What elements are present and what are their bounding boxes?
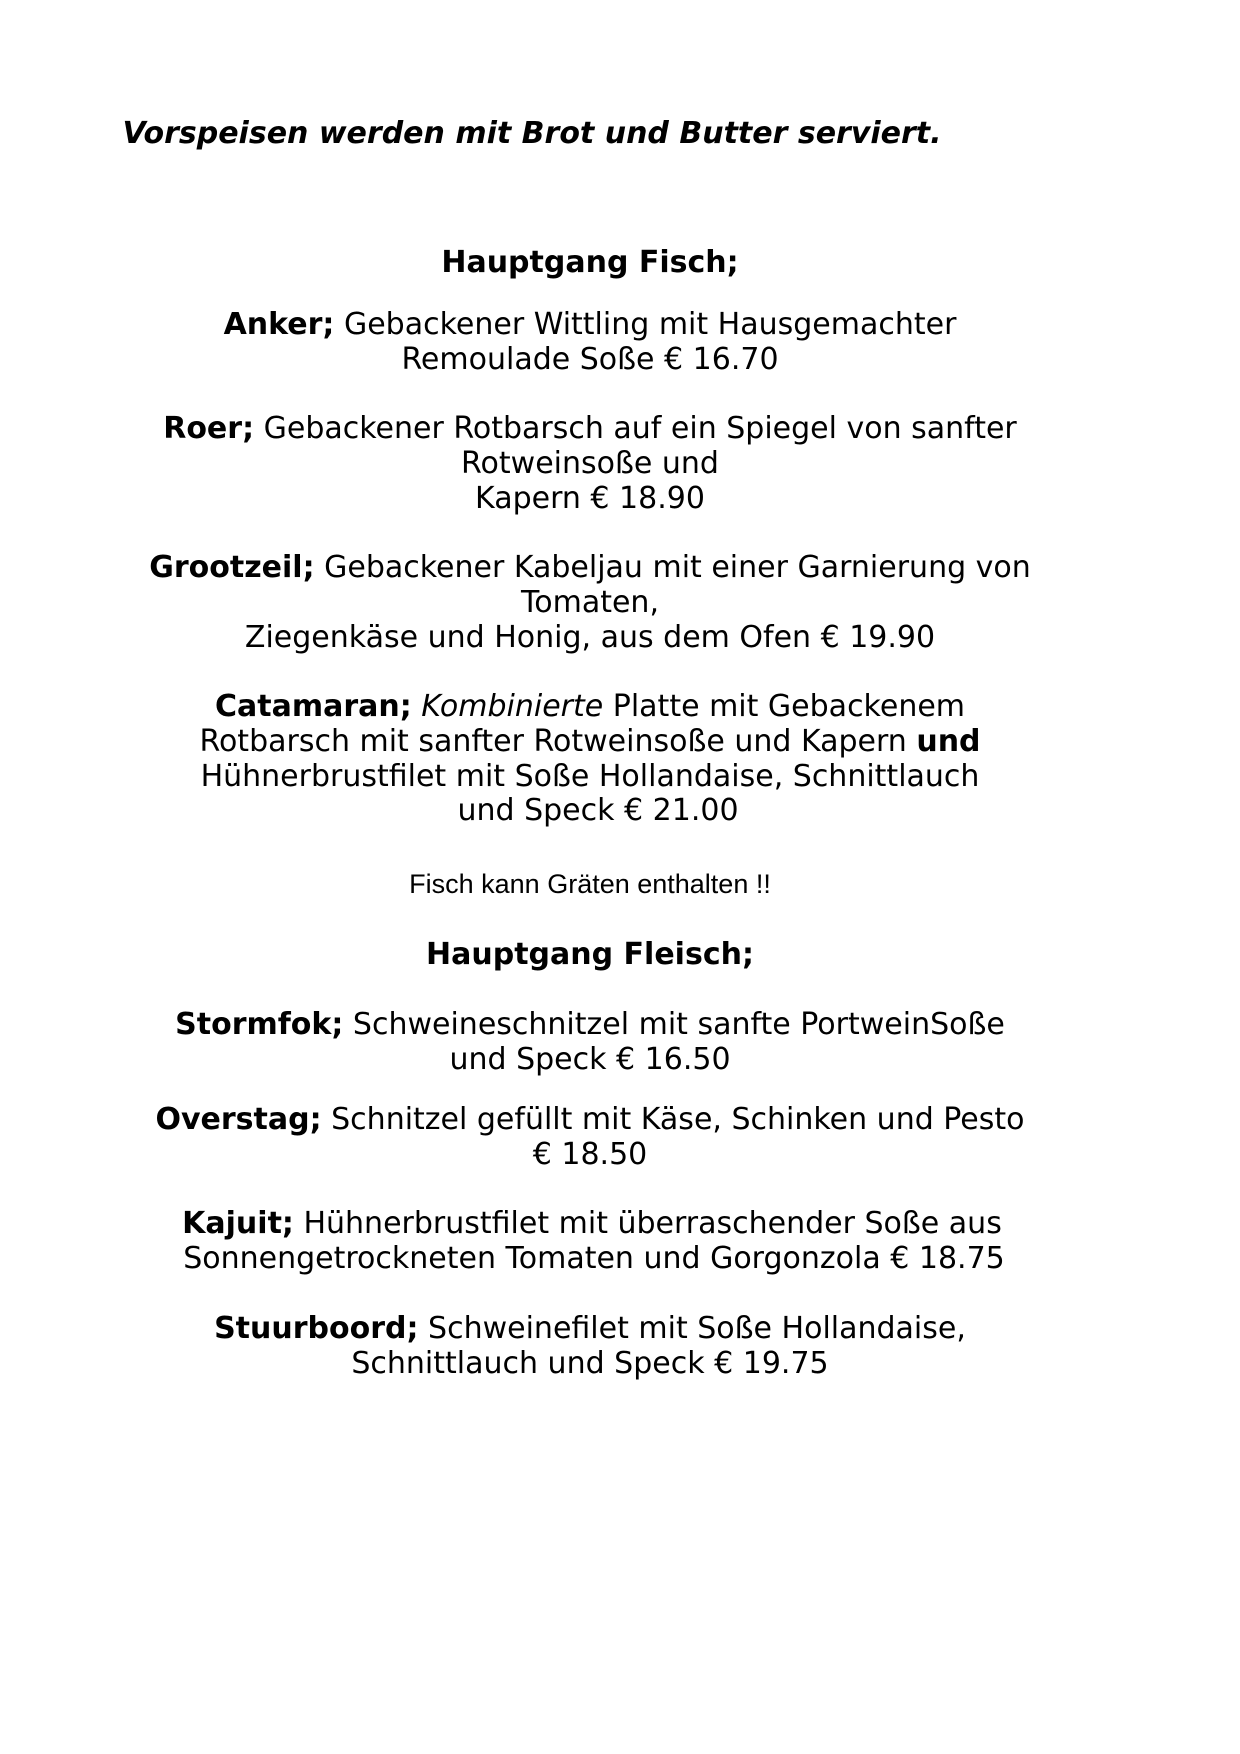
- menu-item-line: [0, 1005, 1180, 1044]
- dish-name: Stormfok;: [175, 1007, 344, 1042]
- dish-price-line: Kapern € 18.90: [475, 481, 705, 516]
- dish-description: Rotbarsch mit sanfter Rotweinsoße und Kapern: [199, 724, 907, 759]
- dish-description: Platte mit Gebackenem: [612, 689, 966, 724]
- dish-description-italic: Kombinierte: [421, 689, 604, 724]
- dish-price-line: Sonnengetrockneten Tomaten und Gorgonzola € 18.75: [183, 1241, 1005, 1276]
- dish-price-line: Schnittlauch und Speck € 19.75: [351, 1346, 829, 1381]
- menu-item-line: [2, 1204, 1182, 1243]
- dish-description-line: Tomaten,: [521, 585, 659, 620]
- dish-description-line: [0, 722, 1180, 761]
- fish-section-heading: Hauptgang Fisch;: [441, 245, 739, 280]
- dish-name: Stuurboord;: [214, 1311, 419, 1346]
- menu-item-line: [0, 687, 1180, 726]
- dish-price-line: Remoulade Soße € 16.70: [401, 342, 779, 377]
- dish-name: Grootzeil;: [149, 550, 315, 585]
- fish-bones-note: Fisch kann Gräten enthalten !!: [409, 869, 771, 899]
- menu-item-line: [0, 1309, 1180, 1348]
- dish-description: Hühnerbrustfilet mit überraschender Soße aus: [303, 1206, 1002, 1241]
- dish-description: Gebackener Wittling mit Hausgemachter: [343, 307, 957, 342]
- dish-description-bold: und: [916, 724, 981, 759]
- dish-description: Gebackener Kabeljau mit einer Garnierung von: [324, 550, 1031, 585]
- dish-price-line: Ziegenkäse und Honig, aus dem Ofen € 19.90: [244, 620, 936, 655]
- dish-name: Anker;: [223, 307, 335, 342]
- dish-price-line: und Speck € 16.50: [449, 1042, 731, 1077]
- dish-name: Kajuit;: [182, 1206, 294, 1241]
- dish-description: Schweineschnitzel mit sanfte PortweinSoße: [352, 1007, 1005, 1042]
- menu-item-line: [0, 305, 1180, 344]
- dish-name: Overstag;: [155, 1102, 322, 1137]
- intro-text: Vorspeisen werden mit Brot und Butter serviert.: [122, 116, 942, 151]
- menu-item-line: [0, 409, 1180, 448]
- menu-item-line: [0, 1100, 1180, 1139]
- meat-section-heading: Hauptgang Fleisch;: [426, 937, 754, 972]
- dish-name: Catamaran;: [214, 689, 412, 724]
- dish-price-line: € 18.50: [532, 1137, 648, 1172]
- dish-description: Gebackener Rotbarsch auf ein Spiegel von sanfter: [263, 411, 1017, 446]
- dish-description: Schnitzel gefüllt mit Käse, Schinken und Pesto: [331, 1102, 1025, 1137]
- menu-item-line: [0, 548, 1180, 587]
- dish-description: Schweinefilet mit Soße Hollandaise,: [428, 1311, 966, 1346]
- dish-description-line: Hühnerbrustfilet mit Soße Hollandaise, Schnittlauch: [200, 759, 980, 794]
- dish-name: Roer;: [163, 411, 255, 446]
- dish-description-line: Rotweinsoße und: [461, 446, 719, 481]
- dish-price-line: und Speck € 21.00: [457, 793, 739, 828]
